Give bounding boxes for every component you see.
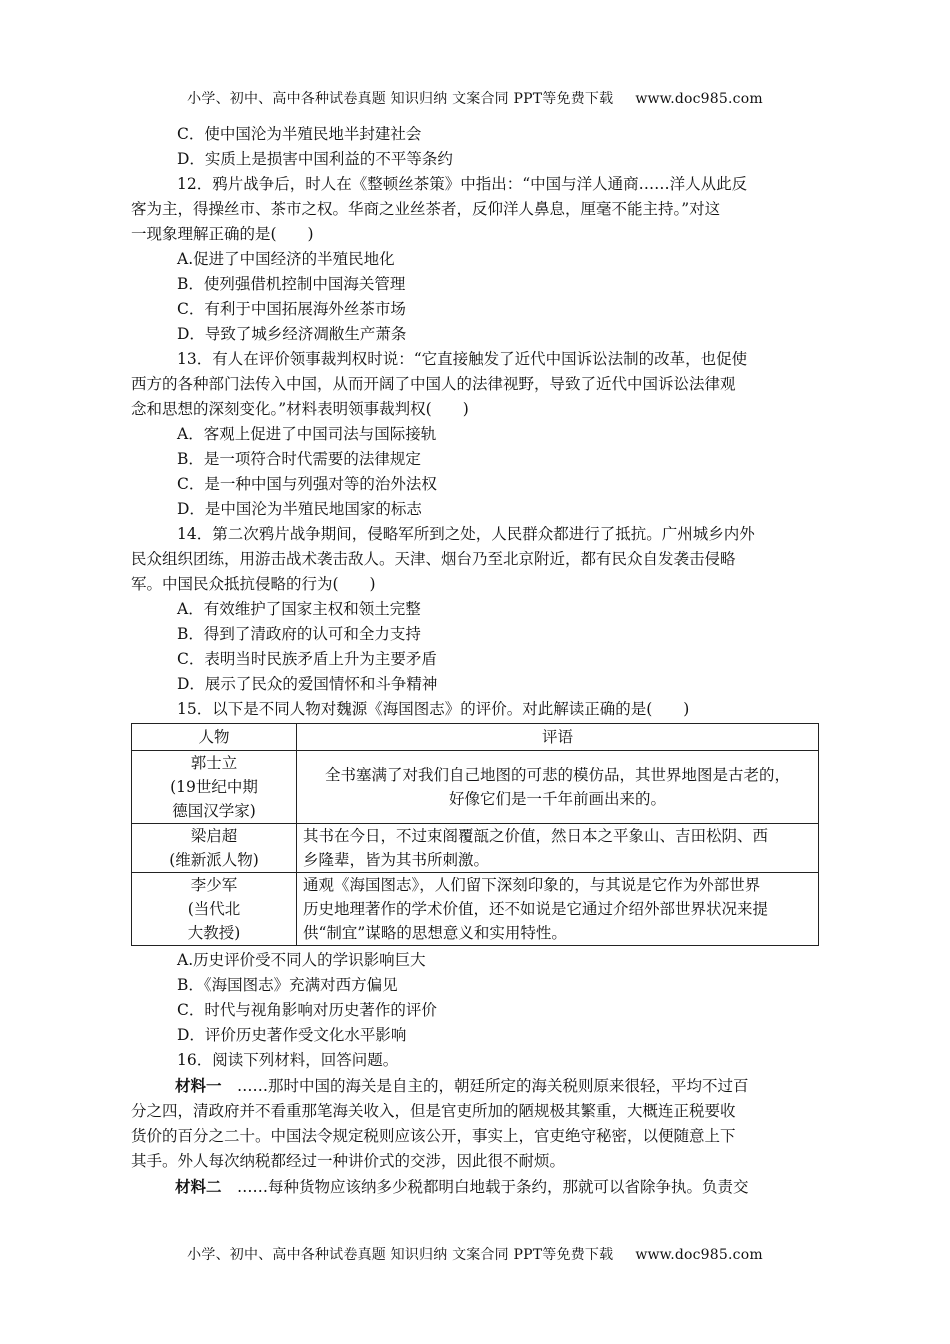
page-footer bbox=[0, 1244, 950, 1264]
table-row bbox=[132, 873, 819, 946]
table-cell-person bbox=[132, 824, 297, 873]
person-desc: 大教授) bbox=[187, 924, 241, 942]
comment-line: 全书塞满了对我们自己地图的可悲的模仿品，其世界地图是古老的， bbox=[324, 766, 790, 784]
material-1-line bbox=[131, 1073, 821, 1099]
q14-stem-line: 军。中国民众抵抗侵略的行为( ) bbox=[131, 575, 376, 593]
material-2-line bbox=[131, 1174, 821, 1200]
q15-option-d: D．评价历史著作受文化水平影响 bbox=[177, 1026, 407, 1044]
q12-option-a: A.促进了中国经济的半殖民地化 bbox=[177, 250, 395, 268]
document-body bbox=[131, 122, 821, 1200]
q14-option-c: C．表明当时民族矛盾上升为主要矛盾 bbox=[177, 650, 437, 668]
table-cell-person bbox=[132, 873, 297, 946]
q13-stem-line: 13．有人在评价领事裁判权时说：“它直接触发了近代中国诉讼法制的改革，也促使 bbox=[177, 350, 748, 368]
material-2-label: 材料二 bbox=[175, 1177, 222, 1196]
table-row bbox=[132, 824, 819, 873]
q13-option-c: C．是一种中国与列强对等的治外法权 bbox=[177, 475, 437, 493]
q12-stem-line: 客为主，得操丝市、茶市之权。华商之业丝茶者，反仰洋人鼻息，厘毫不能主持。”对这 bbox=[131, 200, 721, 218]
material-text: ……那时中国的海关是自主的，朝廷所定的海关税则原来很轻，平均不过百 bbox=[237, 1077, 749, 1095]
comment-line: 乡隆辈，皆为其书所刺激。 bbox=[303, 851, 490, 869]
material-1-line: 分之四，清政府并不看重那笔海关收入，但是官吏所加的陋规极其繁重，大概连正税要收 bbox=[131, 1102, 736, 1120]
table-cell-comment bbox=[297, 751, 819, 824]
q15-stem: 15．以下是不同人物对魏源《海国图志》的评价。对此解读正确的是( ) bbox=[177, 700, 690, 718]
person-desc: (维新派人物) bbox=[169, 851, 259, 869]
person-desc: (19世纪中期 bbox=[170, 778, 258, 796]
q14-stem-line: 民众组织团练，用游击战术袭击敌人。天津、烟台乃至北京附近，都有民众自发袭击侵略 bbox=[131, 550, 736, 568]
q13-stem-line: 西方的各种部门法传入中国，从而开阔了中国人的法律视野，导致了近代中国诉讼法律观 bbox=[131, 375, 736, 393]
q12-stem-line: 12．鸦片战争后，时人在《整顿丝茶策》中指出：“中国与洋人通商……洋人从此反 bbox=[177, 175, 748, 193]
table-cell-comment bbox=[297, 873, 819, 946]
header-text: 小学、初中、高中各种试卷真题 知识归纳 文案合同 PPT等免费下载 bbox=[187, 91, 614, 107]
comment-line: 其书在今日，不过束阁覆瓿之价值，然日本之平象山、吉田松阴、西 bbox=[303, 827, 769, 845]
footer-text: 小学、初中、高中各种试卷真题 知识归纳 文案合同 PPT等免费下载 bbox=[187, 1247, 614, 1263]
q13-option-a: A．客观上促进了中国司法与国际接轨 bbox=[177, 425, 437, 443]
table-header-row bbox=[132, 724, 819, 751]
comment-line: 历史地理著作的学术价值，还不如说是它通过介绍外部世界状况来提 bbox=[303, 900, 769, 918]
person-name: 郭士立 bbox=[190, 754, 238, 772]
material-1-line: 货价的百分之二十。中国法令规定税则应该公开，事实上，官吏绝守秘密，以便随意上下 bbox=[131, 1127, 736, 1145]
material-text: ……每种货物应该纳多少税都明白地载于条约，那就可以省除争执。负责交 bbox=[237, 1178, 749, 1196]
q14-stem-line: 14．第二次鸦片战争期间，侵略军所到之处，人民群众都进行了抵抗。广州城乡内外 bbox=[177, 525, 755, 543]
q12-option-b: B．使列强借机控制中国海关管理 bbox=[177, 275, 406, 293]
comment-line: 通观《海国图志》，人们留下深刻印象的，与其说是它作为外部世界 bbox=[303, 876, 761, 894]
q16-stem: 16．阅读下列材料，回答问题。 bbox=[177, 1051, 399, 1069]
q15-evaluation-table bbox=[131, 723, 819, 946]
table-cell-person bbox=[132, 751, 297, 824]
table-row bbox=[132, 751, 819, 824]
header-site-link[interactable]: www.doc985.com bbox=[635, 91, 763, 107]
q12-stem-line: 一现象理解正确的是( ) bbox=[131, 225, 314, 243]
footer-site-link[interactable]: www.doc985.com bbox=[635, 1247, 763, 1263]
page-header bbox=[0, 88, 950, 108]
q15-option-a: A.历史评价受不同人的学识影响巨大 bbox=[177, 951, 426, 969]
q13-stem-line: 念和思想的深刻变化。”材料表明领事裁判权( ) bbox=[131, 400, 469, 418]
q14-option-d: D．展示了民众的爱国情怀和斗争精神 bbox=[177, 675, 438, 693]
q13-option-d: D．是中国沦为半殖民地国家的标志 bbox=[177, 500, 422, 518]
q11-option-d: D．实质上是损害中国利益的不平等条约 bbox=[177, 150, 453, 168]
person-desc: 德国汉学家) bbox=[172, 802, 256, 820]
table-cell-comment bbox=[297, 824, 819, 873]
q13-option-b: B．是一项符合时代需要的法律规定 bbox=[177, 450, 421, 468]
person-desc: (当代北 bbox=[187, 900, 241, 918]
material-1-label: 材料一 bbox=[175, 1076, 222, 1095]
q11-option-c: C．使中国沦为半殖民地半封建社会 bbox=[177, 125, 422, 143]
q12-option-c: C．有利于中国拓展海外丝茶市场 bbox=[177, 300, 406, 318]
table-header-comment: 评语 bbox=[297, 724, 819, 751]
q15-option-b: B．《海国图志》充满对西方偏见 bbox=[177, 976, 398, 994]
q15-option-c: C．时代与视角影响对历史著作的评价 bbox=[177, 1001, 437, 1019]
q12-option-d: D．导致了城乡经济凋敝生产萧条 bbox=[177, 325, 407, 343]
comment-line: 好像它们是一千年前画出来的。 bbox=[448, 790, 666, 808]
comment-line: 供“制宜”谋略的思想意义和实用特性。 bbox=[303, 924, 567, 942]
table-header-person: 人物 bbox=[132, 724, 297, 751]
material-1-line: 其手。外人每次纳税都经过一种讲价式的交涉，因此很不耐烦。 bbox=[131, 1152, 566, 1170]
q14-option-b: B．得到了清政府的认可和全力支持 bbox=[177, 625, 421, 643]
person-name: 李少军 bbox=[190, 876, 238, 894]
q14-option-a: A．有效维护了国家主权和领土完整 bbox=[177, 600, 421, 618]
person-name: 梁启超 bbox=[190, 827, 238, 845]
